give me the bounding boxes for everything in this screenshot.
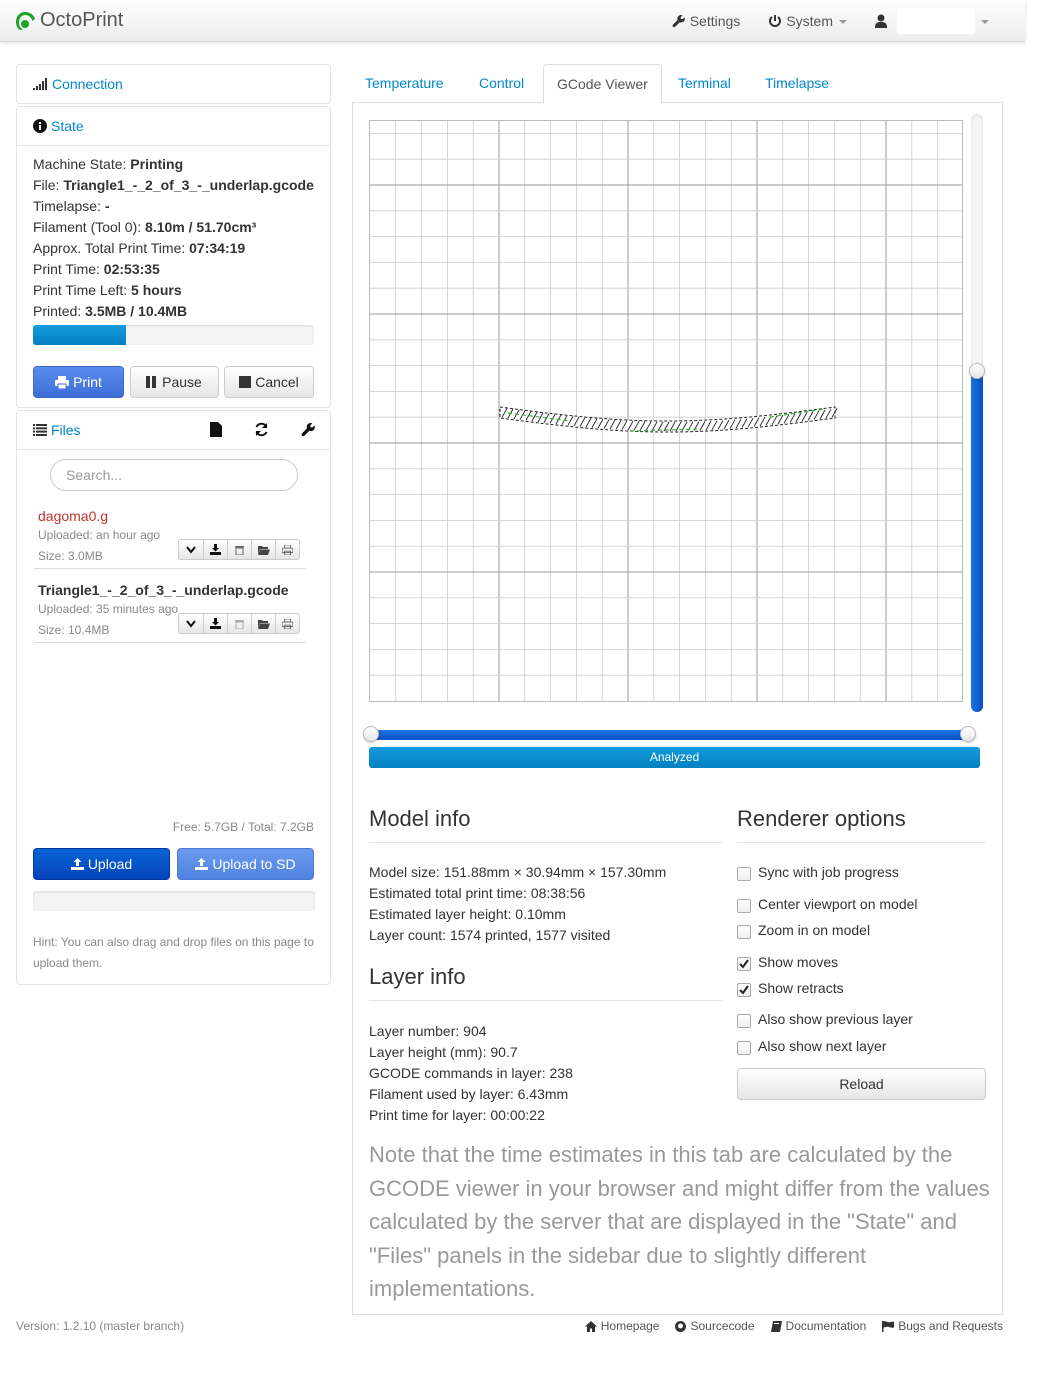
checkbox[interactable] [737, 899, 751, 913]
option-label: Center viewport on model [758, 896, 918, 912]
estimated-total-print-time: Estimated total print time: 08:38:56 [369, 885, 586, 901]
system-label: System [786, 13, 833, 29]
print-time-label: Print Time: [33, 261, 100, 277]
upload-icon [195, 858, 208, 870]
files-body [17, 449, 330, 985]
stop-icon [239, 376, 251, 388]
layer-info-list [369, 1021, 573, 1126]
machine-state-line [33, 154, 314, 175]
upload-button[interactable] [33, 848, 170, 880]
file-uploaded: Uploaded: 35 minutes ago [38, 602, 179, 616]
list-item[interactable] [34, 569, 306, 643]
cancel-label: Cancel [255, 374, 299, 390]
timelapse-value: - [104, 198, 110, 214]
layer-slider-handle[interactable] [969, 363, 985, 379]
system-menu[interactable] [754, 0, 861, 42]
command-slider-end-handle[interactable] [960, 726, 976, 742]
time-left-line [33, 280, 314, 301]
print-label: Print [73, 374, 102, 390]
file-size: Size: 3.0MB [38, 549, 103, 563]
files-panel [16, 410, 331, 985]
navbar [0, 0, 1025, 42]
printed-value: 3.5MB / 10.4MB [85, 303, 188, 319]
wrench-icon [672, 14, 686, 28]
option-label: Show retracts [758, 980, 844, 996]
checkbox[interactable] [737, 983, 751, 997]
main-tabs [352, 64, 1003, 103]
print-progress-bar [33, 325, 314, 345]
version-info: Version: 1.2.10 (master branch) [16, 1319, 185, 1333]
cancel-button[interactable] [224, 366, 314, 398]
tab-control[interactable]: Control [479, 75, 525, 91]
file-uploaded: Uploaded: an hour ago [38, 528, 161, 542]
settings-link[interactable] [658, 0, 755, 42]
pause-label: Pause [162, 374, 202, 390]
info-icon [33, 119, 47, 133]
pause-icon [146, 376, 158, 388]
files-title[interactable]: Files [51, 422, 81, 438]
timelapse-line [33, 196, 314, 217]
sourcecode-label: Sourcecode [690, 1319, 755, 1333]
tab-gcode-viewer[interactable]: GCode Viewer [543, 64, 662, 104]
state-title[interactable]: State [51, 118, 84, 134]
command-slider[interactable] [371, 730, 968, 740]
file-value: Triangle1_-_2_of_3_-_underlap.gcode [63, 177, 314, 193]
time-left-label: Print Time Left: [33, 282, 128, 298]
option-show-next-layer[interactable] [737, 1038, 886, 1054]
chevron-down-icon [981, 20, 989, 24]
connection-panel [16, 64, 331, 104]
bugs-label: Bugs and Requests [898, 1319, 1003, 1333]
trash-icon[interactable] [227, 540, 251, 559]
layer-number: Layer number: 904 [369, 1023, 487, 1039]
trash-icon[interactable] [227, 614, 251, 633]
documentation-label: Documentation [785, 1319, 867, 1333]
checkbox[interactable] [737, 1014, 751, 1028]
octoprint-logo-icon [14, 10, 36, 32]
brand-label: OctoPrint [40, 9, 124, 31]
list-item[interactable] [34, 495, 306, 569]
gcode-canvas[interactable] [369, 120, 963, 702]
upload-progress-bar [33, 891, 315, 911]
folder-open-icon[interactable] [251, 614, 275, 633]
command-slider-start-handle[interactable] [363, 726, 379, 742]
book-icon [771, 1321, 782, 1332]
printed-label: Printed: [33, 303, 82, 319]
printer-icon[interactable] [275, 540, 299, 559]
option-label: Show moves [758, 954, 839, 970]
footer-links [585, 1319, 1003, 1333]
connection-heading[interactable] [17, 65, 330, 103]
pause-button[interactable] [130, 366, 219, 398]
printer-icon[interactable] [275, 614, 299, 633]
state-heading[interactable] [17, 107, 330, 145]
option-sync-with-job-progress[interactable] [737, 864, 899, 880]
checkbox[interactable] [737, 925, 751, 939]
layer-slider[interactable] [971, 114, 983, 712]
layer-count: Layer count: 1574 printed, 1577 visited [369, 927, 611, 943]
print-time-line [33, 259, 314, 280]
option-label: Also show next layer [758, 1038, 887, 1054]
homepage-label: Homepage [600, 1319, 660, 1333]
time-estimate-note: Note that the time estimates in this tab are calculated by the GCODE viewer in your browser and might differ from the values calculated by the server that are displayed in the "State" and "Files" panels in the sidebar due to slightly different implementations. [369, 1142, 990, 1301]
renderer-options-title [737, 806, 986, 843]
file-label: File: [33, 177, 60, 193]
layer-info-title [369, 964, 723, 1001]
gcode-commands: GCODE commands in layer: 238 [369, 1065, 573, 1081]
layer-print-time: Print time for layer: 00:00:22 [369, 1107, 545, 1123]
folder-open-icon[interactable] [251, 540, 275, 559]
option-center-viewport[interactable] [737, 896, 918, 912]
github-icon [675, 1321, 686, 1332]
option-zoom-in-on-model[interactable] [737, 922, 870, 938]
layer-slider-fill [971, 371, 983, 712]
wrench-icon[interactable] [301, 422, 316, 437]
upload-label: Upload [87, 856, 133, 872]
option-label: Also show previous layer [758, 1011, 913, 1027]
upload-sd-label: Upload to SD [212, 856, 296, 872]
file-name[interactable]: Triangle1_-_2_of_3_-_underlap.gcode [38, 582, 289, 598]
tab-timelapse[interactable]: Timelapse [765, 75, 830, 91]
file-actions [178, 613, 300, 634]
checkbox[interactable] [737, 1041, 751, 1055]
chevron-down-icon[interactable] [179, 614, 203, 633]
power-icon [768, 14, 782, 28]
flag-icon [882, 1321, 894, 1332]
signal-icon [33, 78, 48, 90]
file-size: Size: 10.4MB [38, 623, 110, 637]
filament-value: 8.10m / 51.70cm³ [145, 219, 257, 235]
footer-link-documentation[interactable] [771, 1319, 867, 1333]
analysis-progress-bar: Analyzed [369, 747, 980, 768]
filament-used: Filament used by layer: 6.43mm [369, 1086, 569, 1102]
connection-title[interactable]: Connection [52, 76, 123, 92]
refresh-icon[interactable] [254, 422, 269, 437]
print-time-value: 02:53:35 [103, 261, 160, 277]
option-label: Zoom in on model [758, 922, 871, 938]
file-icon[interactable] [210, 422, 222, 437]
settings-label: Settings [689, 13, 741, 29]
file-name[interactable]: dagoma0.g [38, 508, 109, 524]
checkbox[interactable] [737, 957, 751, 971]
file-line [33, 175, 314, 196]
search-input[interactable]: Search... [50, 459, 298, 491]
file-actions [178, 539, 300, 560]
tab-terminal[interactable]: Terminal [678, 75, 731, 91]
footer-link-sourcecode[interactable] [675, 1319, 754, 1333]
home-icon [585, 1321, 597, 1332]
gcode-render [370, 121, 962, 701]
filament-line [33, 217, 314, 238]
layer-height: Layer height (mm): 90.7 [369, 1044, 518, 1060]
time-left-value: 5 hours [131, 282, 182, 298]
username-field [897, 8, 975, 34]
print-progress-fill [33, 325, 126, 345]
machine-state-value: Printing [130, 156, 184, 172]
approx-total-label: Approx. Total Print Time: [33, 240, 186, 256]
option-show-retracts[interactable] [737, 980, 844, 996]
printer-icon [55, 376, 69, 389]
reload-button[interactable]: Reload [737, 1068, 986, 1100]
print-button[interactable] [33, 366, 124, 398]
approx-total-value: 07:34:19 [189, 240, 246, 256]
chevron-down-icon[interactable] [179, 540, 203, 559]
machine-state-label: Machine State: [33, 156, 127, 172]
state-panel [16, 106, 331, 408]
user-icon [875, 14, 887, 28]
printed-line [33, 301, 314, 322]
model-info-heading: Model info [369, 806, 471, 831]
tab-temperature[interactable]: Temperature [365, 75, 444, 91]
upload-hint: Hint: You can also drag and drop files on this page to upload them. [33, 935, 314, 970]
option-show-previous-layer[interactable] [737, 1011, 913, 1027]
download-icon[interactable] [203, 614, 227, 633]
storage-free: Free: 5.7GB / Total: 7.2GB [172, 820, 314, 834]
brand[interactable] [14, 9, 123, 32]
footer-link-bugs[interactable] [882, 1319, 1003, 1333]
approx-total-line [33, 238, 314, 259]
files-heading[interactable] [17, 411, 330, 449]
filament-label: Filament (Tool 0): [33, 219, 142, 235]
model-size: Model size: 151.88mm × 30.94mm × 157.30mm [369, 864, 667, 880]
list-icon [33, 424, 47, 436]
chevron-down-icon [839, 20, 847, 24]
download-icon[interactable] [203, 540, 227, 559]
checkbox[interactable] [737, 867, 751, 881]
model-info-list [369, 862, 666, 946]
footer-link-homepage[interactable] [585, 1319, 660, 1333]
estimated-layer-height: Estimated layer height: 0.10mm [369, 906, 566, 922]
state-body [17, 145, 330, 408]
renderer-options-heading: Renderer options [737, 806, 906, 831]
timelapse-label: Timelapse: [33, 198, 101, 214]
option-show-moves[interactable] [737, 954, 838, 970]
model-info-title [369, 806, 723, 843]
option-label: Sync with job progress [758, 864, 899, 880]
user-menu[interactable] [861, 0, 1025, 42]
layer-info-heading: Layer info [369, 964, 466, 989]
upload-sd-button[interactable] [177, 848, 314, 880]
upload-icon [71, 858, 84, 870]
